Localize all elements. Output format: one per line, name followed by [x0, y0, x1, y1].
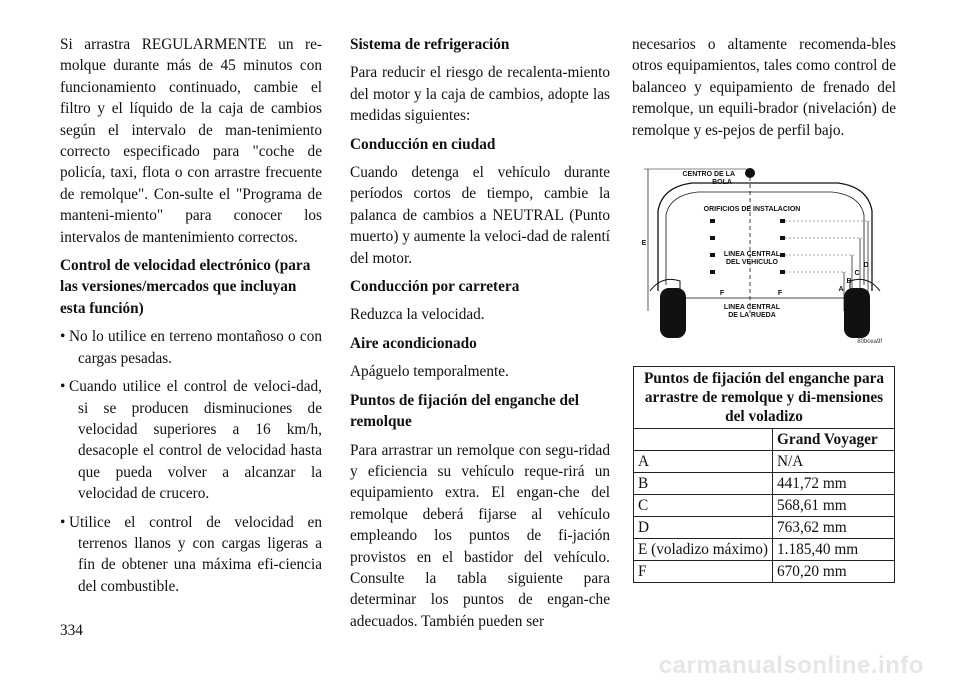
mounting-hole	[710, 270, 715, 274]
figure-code: 80bcea9f	[857, 339, 882, 345]
text-column-right	[632, 34, 896, 148]
hitch-diagram	[640, 163, 890, 345]
list-item: • Utilice el control de velocidad en terrenos llanos y con cargas ligeras a fin de obtener una máxima efi-ciencia del combustible.	[60, 512, 322, 598]
hitch-dimensions-table	[633, 366, 895, 583]
table-cell-value: 568,61 mm	[773, 495, 895, 517]
paragraph-hitch-points: Para arrastrar un remolque con segu-ridad y eficiencia su vehículo reque-rirá un equipamiento extra. El engan-che del remolque deberá fijarse al vehículo empleando los puntos de fi-jación provistos en el bastidor del vehículo. Consulte la tabla siguiente para determinar los puntos de engan-che adecuados. También pueden ser	[350, 441, 610, 630]
mounting-hole	[780, 219, 785, 223]
table-header-empty	[634, 429, 773, 451]
table-cell-key: A	[634, 451, 773, 473]
label-de-la-rueda: DE LA RUEDA	[728, 312, 776, 319]
heading-hitch-points: Puntos de fijación del enganche del remolque	[350, 391, 580, 431]
hitch-diagram-svg	[640, 163, 890, 345]
left-wheel	[660, 288, 686, 338]
vehicle-outline	[658, 183, 872, 291]
heading-speed-control: Control de velocidad electrónico (para las versiones/mercados que incluyan esta función)	[60, 257, 311, 317]
mounting-hole	[780, 236, 785, 240]
table-row	[634, 495, 895, 517]
label-a: A	[838, 286, 844, 293]
text-column-middle	[350, 34, 610, 639]
list-item: • Cuando utilice el control de veloci-dad, si se producen disminuciones de velocidad superiores a 16 km/h, desacople el control de velocidad hasta que pueda volver a alcanzar la velocidad de crucero.	[60, 376, 322, 504]
table-row	[634, 561, 895, 583]
label-f-left: F	[719, 290, 725, 297]
label-e: E	[641, 240, 647, 247]
paragraph-equipment: necesarios o altamente recomenda-bles otros equipamientos, tales como control de balanceo y equipamiento de frenado del remolque, un equili-brador (nivelación) de remolque y es-pejos de perfil bajo.	[632, 36, 896, 139]
mounting-hole	[780, 270, 785, 274]
speed-control-list	[60, 326, 322, 597]
mounting-hole	[710, 253, 715, 257]
page-number: 334	[60, 622, 83, 639]
label-linea-rueda: LINEA CENTRAL	[723, 304, 781, 311]
label-del-vehiculo: DEL VEHICULO	[726, 259, 778, 266]
paragraph-towing-regularly: Si arrastra REGULARMENTE un re-molque durante más de 45 minutos con funcionamiento continuado, cambie el filtro y el líquido de la caja de cambios según el intervalo de man-tenimiento correcto especificado para "coche de policía, taxi, flota o con arrastre frecuente de remolque". Con-sulte el "Programa de manteni-miento" para conocer los intervalos de mantenimiento correctos.	[60, 36, 322, 246]
mounting-hole	[780, 253, 785, 257]
table-row	[634, 451, 895, 473]
table-cell-value: 763,62 mm	[773, 517, 895, 539]
heading-highway-driving: Conducción por carretera	[350, 278, 520, 296]
right-wheel	[844, 288, 870, 338]
paragraph-air-conditioning: Apáguelo temporalmente.	[350, 363, 509, 381]
paragraph-city-driving: Cuando detenga el vehículo durante períodos cortos de tiempo, cambie la palanca de cambios a NEUTRAL (Punto muerto) y aumente la veloci-dad de ralentí del motor.	[350, 164, 610, 267]
mounting-hole	[710, 236, 715, 240]
paragraph-highway-driving: Reduzca la velocidad.	[350, 306, 485, 324]
table-cell-key: D	[634, 517, 773, 539]
paragraph-cooling-intro: Para reducir el riesgo de recalenta-miento del motor y la caja de cambios, adopte las medidas siguientes:	[350, 64, 610, 125]
table-row	[634, 473, 895, 495]
heading-air-conditioning: Aire acondicionado	[350, 334, 477, 352]
table-header-model: Grand Voyager	[773, 429, 895, 451]
label-b: B	[846, 278, 852, 285]
text-column-left	[60, 34, 322, 604]
label-orificios: ORIFICIOS DE INSTALACION	[703, 206, 801, 213]
table-cell-key: B	[634, 473, 773, 495]
label-linea-vehiculo: LINEA CENTRAL	[723, 251, 781, 258]
table-cell-value: N/A	[773, 451, 895, 473]
table-cell-value: 441,72 mm	[773, 473, 895, 495]
label-centro-bola: CENTRO DE LA	[682, 171, 735, 178]
label-f-right: F	[777, 290, 783, 297]
table-cell-value: 1.185,40 mm	[773, 539, 895, 561]
table-cell-key: F	[634, 561, 773, 583]
list-item: • No lo utilice en terreno montañoso o con cargas pesadas.	[60, 326, 322, 369]
hitch-ball	[745, 168, 755, 178]
heading-cooling-system: Sistema de refrigeración	[350, 36, 510, 53]
heading-city-driving: Conducción en ciudad	[350, 135, 496, 153]
table-title: Puntos de fijación del enganche para arrastre de remolque y di-mensiones del voladizo	[634, 367, 895, 429]
label-bola: BOLA	[712, 179, 732, 186]
table-row	[634, 539, 895, 561]
table-cell-key: C	[634, 495, 773, 517]
table-cell-value: 670,20 mm	[773, 561, 895, 583]
table-cell-key: E (voladizo máximo)	[634, 539, 773, 561]
label-c: C	[854, 270, 860, 277]
watermark: carmanualsonline.info	[658, 652, 924, 679]
mounting-hole	[710, 219, 715, 223]
table-row	[634, 517, 895, 539]
label-d: D	[863, 262, 869, 269]
